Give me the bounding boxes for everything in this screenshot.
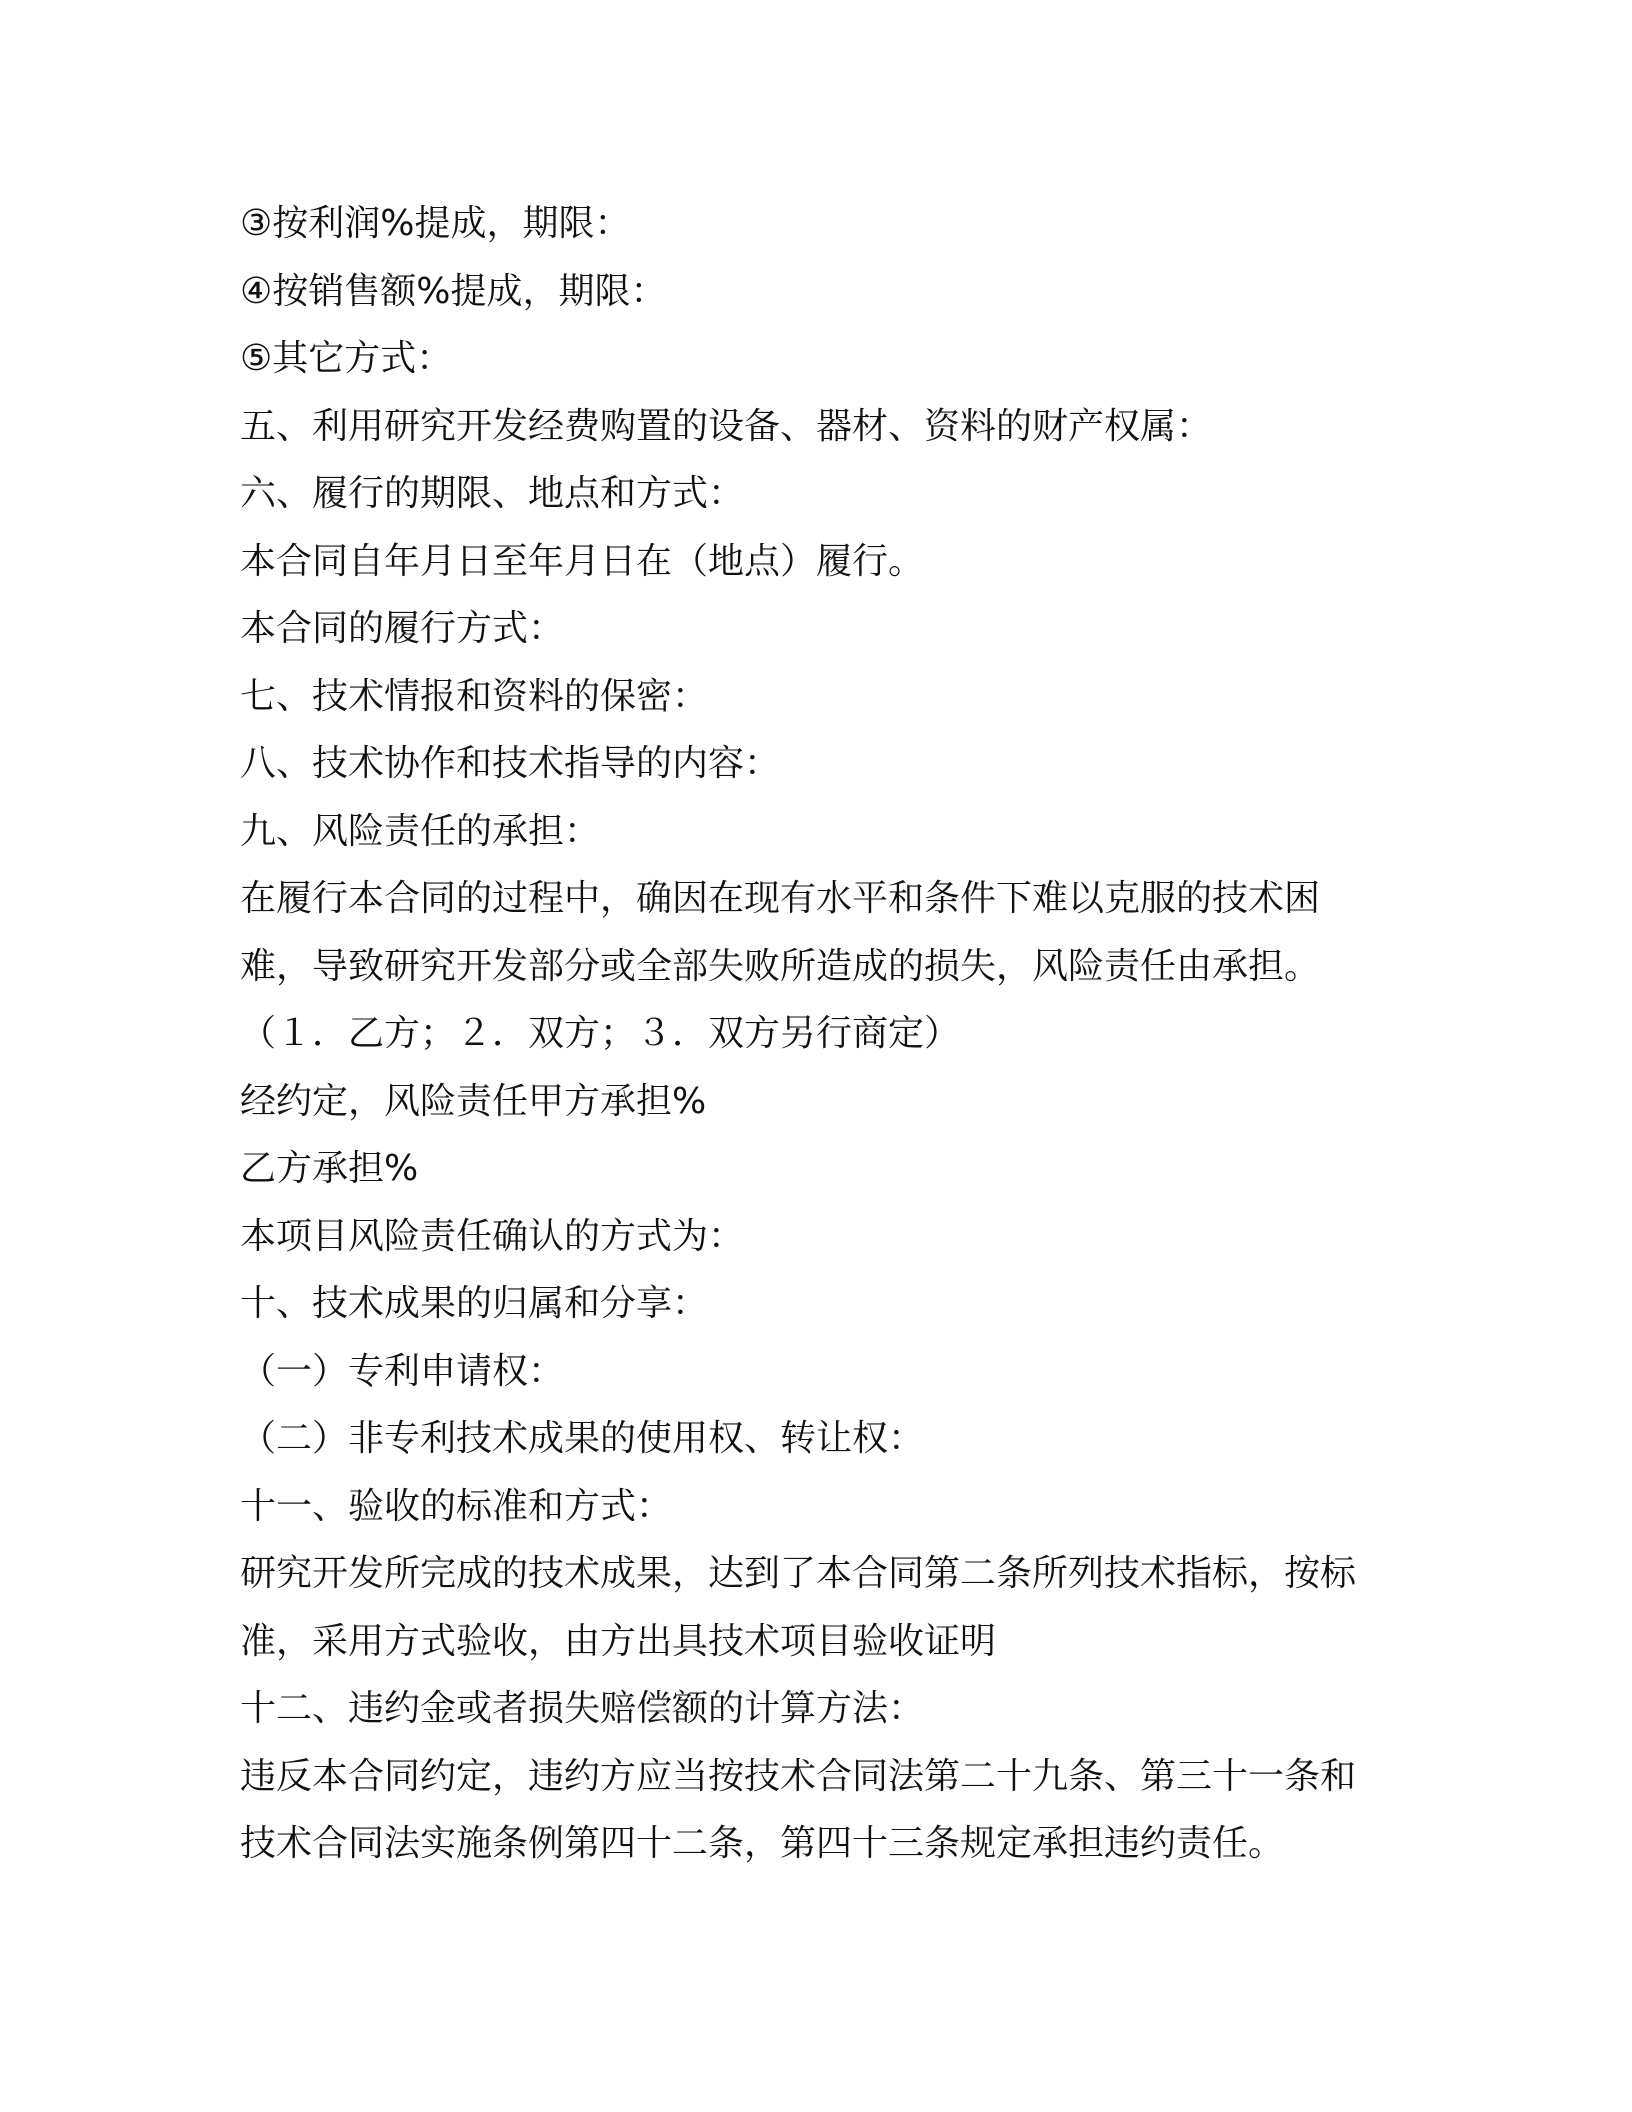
clause-line: 本合同自年月日至年月日在（地点）履行。 [240, 540, 925, 582]
section-heading: 十二、违约金或者损失赔偿额的计算方法： [240, 1688, 925, 1729]
clause-line: 本项目风险责任确认的方式为： [240, 1215, 745, 1257]
clause-line: （１．乙方；２．双方；３．双方另行商定） [240, 1013, 961, 1054]
section-heading: 九、风险责任的承担： [240, 810, 601, 852]
document-body [240, 190, 1400, 1878]
section-heading: 十一、验收的标准和方式： [240, 1485, 673, 1527]
section-heading: 七、技术情报和资料的保密： [240, 675, 709, 717]
clause-line: ⑤其它方式： [240, 338, 453, 379]
paragraph-line: 在履行本合同的过程中，确因在现有水平和条件下难以克服的技术困 [240, 878, 1321, 919]
section-heading: 六、履行的期限、地点和方式： [240, 473, 745, 514]
paragraph-line: 技术合同法实施条例第四十二条，第四十三条规定承担违约责任。 [240, 1823, 1285, 1864]
clause-line: 本合同的履行方式： [240, 608, 565, 649]
paragraph-line: 违反本合同约定，违约方应当按技术合同法第二十九条、第三十一条和 [240, 1755, 1357, 1797]
clause-line: ④按销售额%提成，期限： [240, 270, 667, 312]
paragraph-line: 研究开发所完成的技术成果，达到了本合同第二条所列技术指标，按标 [240, 1553, 1357, 1594]
paragraph-line: 准，采用方式验收，由方出具技术项目验收证明 [240, 1620, 997, 1662]
clause-line: （二）非专利技术成果的使用权、转让权： [240, 1418, 925, 1459]
paragraph-line: 难，导致研究开发部分或全部失败所造成的损失，风险责任由承担。 [240, 945, 1321, 987]
clause-line: 乙方承担% [240, 1148, 419, 1189]
clause-line: ③按利润%提成，期限： [240, 203, 631, 244]
section-heading: 八、技术协作和技术指导的内容： [240, 743, 781, 784]
clause-line: 经约定，风险责任甲方承担% [240, 1080, 707, 1122]
section-heading: 五、利用研究开发经费购置的设备、器材、资料的财产权属： [240, 405, 1213, 447]
clause-line: （一）专利申请权： [240, 1350, 565, 1392]
section-heading: 十、技术成果的归属和分享： [240, 1283, 709, 1324]
